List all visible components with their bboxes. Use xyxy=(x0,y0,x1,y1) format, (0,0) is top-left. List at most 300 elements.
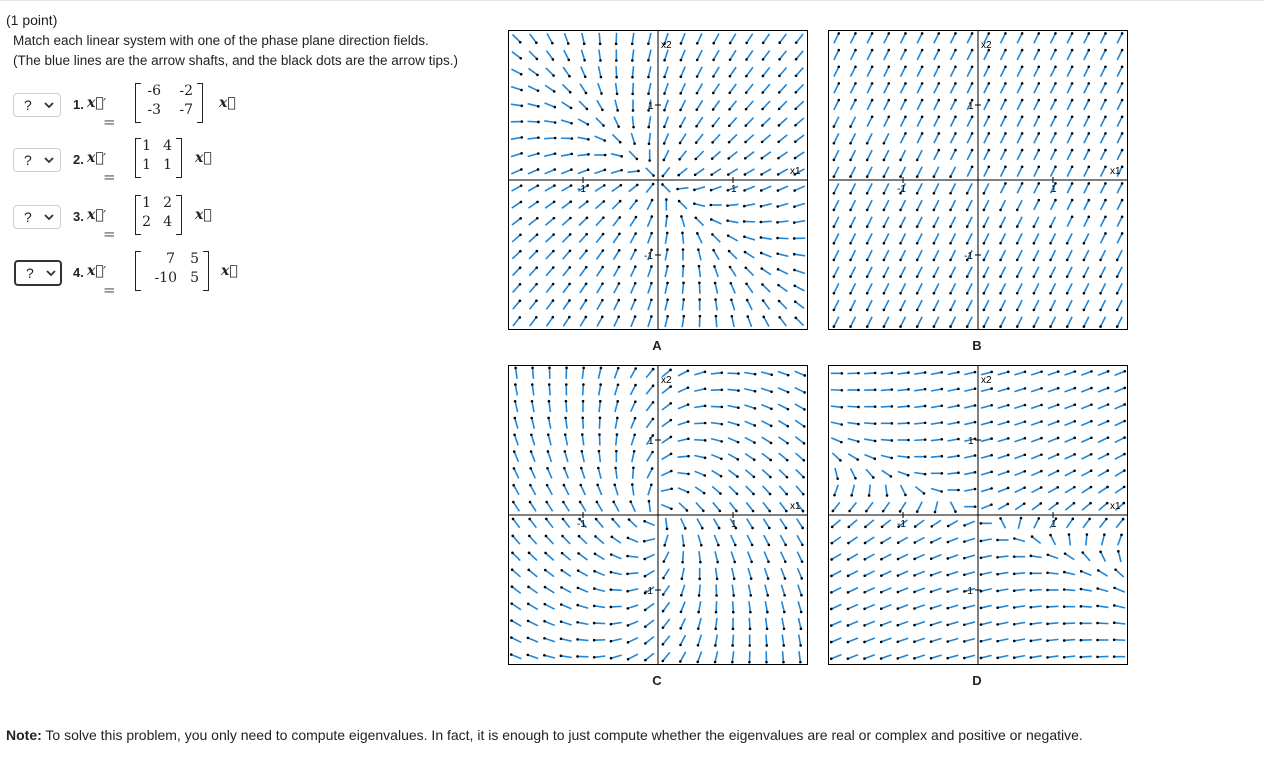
arrow-tip xyxy=(1007,404,1010,407)
arrow-tip xyxy=(520,201,523,204)
arrow-tip xyxy=(1033,259,1036,262)
arrow-tip xyxy=(752,493,755,496)
arrow-tip xyxy=(1054,132,1057,135)
arrow-tip xyxy=(847,558,850,561)
arrow-tip xyxy=(874,405,877,408)
arrow-tip xyxy=(1004,149,1007,152)
arrow-tip xyxy=(1013,640,1016,643)
arrow-tip xyxy=(880,591,883,594)
arrow-tip xyxy=(601,282,604,285)
arrow-tip xyxy=(634,315,637,318)
arrow-shaft xyxy=(694,423,705,424)
arrow-tip xyxy=(933,242,936,245)
arrow-tip xyxy=(857,406,860,409)
arrow-tip xyxy=(519,250,522,253)
arrow-tip xyxy=(849,142,852,145)
arrow-tip xyxy=(940,371,943,374)
arrow-tip xyxy=(716,577,719,580)
arrow-tip xyxy=(882,510,885,513)
arrow-tip xyxy=(904,82,907,85)
arrow-tip xyxy=(527,603,530,606)
arrow-tip xyxy=(1113,587,1116,590)
arrow-tip xyxy=(687,437,690,440)
arrow-tip xyxy=(1104,182,1107,185)
arrow-tip xyxy=(794,316,797,319)
arrow-tip xyxy=(761,283,764,286)
arrow-shaft xyxy=(783,651,784,662)
arrow-tip xyxy=(990,487,993,490)
arrow-tip xyxy=(1021,65,1024,68)
arrow-tip xyxy=(833,292,836,295)
arrow-tip xyxy=(666,215,669,218)
arrow-tip xyxy=(647,92,650,95)
arrow-tip xyxy=(670,487,673,490)
arrow-tip xyxy=(957,371,960,374)
arrow-tip xyxy=(1021,182,1024,185)
arrow-tip xyxy=(511,535,514,538)
arrow-tip xyxy=(684,527,687,530)
arrow-tip xyxy=(1104,149,1107,152)
arrow-tip xyxy=(983,325,986,328)
arrow-tip xyxy=(620,169,623,172)
arrow-tip xyxy=(1104,32,1107,35)
arrow-tip xyxy=(511,585,514,588)
arrow-tip xyxy=(512,501,515,504)
arrow-tip xyxy=(519,217,522,220)
arrow-tip xyxy=(930,657,933,660)
arrow-shaft xyxy=(1098,623,1109,624)
arrow-tip xyxy=(754,407,757,410)
arrow-tip xyxy=(897,541,900,544)
arrow-tip xyxy=(1087,49,1090,52)
arrow-tip xyxy=(728,108,731,111)
arrow-tip xyxy=(777,189,780,192)
arrow-tip xyxy=(650,232,653,235)
arrow-tip xyxy=(996,640,999,643)
arrow-tip xyxy=(767,560,770,563)
arrow-tip xyxy=(854,49,857,52)
arrow-tip xyxy=(552,299,555,302)
arrow-tip xyxy=(949,275,952,278)
arrow-tip xyxy=(616,92,619,95)
tick-label-pos-x: 1 xyxy=(1051,184,1057,195)
arrow-tip xyxy=(891,371,894,374)
arrow-tip xyxy=(744,251,747,254)
arrow-tip xyxy=(626,590,629,593)
matrix-cell: 1 xyxy=(163,157,172,173)
arrow-tip xyxy=(1080,639,1083,642)
arrow-tip xyxy=(651,451,654,454)
arrow-tip xyxy=(536,184,539,187)
arrow-tip xyxy=(871,49,874,52)
arrow-shaft xyxy=(749,618,750,629)
arrow-tip xyxy=(715,611,718,614)
arrow-tip xyxy=(1099,325,1102,328)
field-svg xyxy=(508,30,808,330)
arrow-tip xyxy=(711,157,714,160)
arrow-tip xyxy=(933,209,936,212)
arrow-tip xyxy=(554,121,557,124)
arrow-tip xyxy=(560,637,563,640)
arrow-tip xyxy=(663,560,666,563)
arrow-tip xyxy=(987,149,990,152)
arrow-tip xyxy=(904,115,907,118)
arrow-tip xyxy=(761,141,764,144)
arrow-tip xyxy=(561,535,564,538)
arrow-tip xyxy=(871,99,874,102)
arrow-tip xyxy=(933,175,936,178)
arrow-tip xyxy=(1090,486,1093,489)
arrow-tip xyxy=(616,400,619,403)
panel-label-d: D xyxy=(972,673,982,688)
arrow-tip xyxy=(647,76,650,79)
arrow-tip xyxy=(718,527,721,530)
arrow-tip xyxy=(770,407,773,410)
instruction-line-1: Match each linear system with one of the phase plane direction fields. xyxy=(13,33,429,48)
arrow-tip xyxy=(647,59,650,62)
arrow-tip xyxy=(803,391,806,394)
arrow-tip xyxy=(837,99,840,102)
arrow-tip xyxy=(963,607,966,610)
arrow-tip xyxy=(769,476,772,479)
arrow-tip xyxy=(1021,115,1024,118)
arrow-tip xyxy=(678,158,681,161)
arrow-tip xyxy=(647,42,650,45)
arrow-tip xyxy=(511,568,514,571)
arrow-tip xyxy=(954,132,957,135)
matrix-2 xyxy=(135,138,185,178)
arrow-tip xyxy=(587,138,590,141)
arrow-shaft xyxy=(881,406,892,407)
arrow-tip xyxy=(830,624,833,627)
arrow-tip xyxy=(582,383,585,386)
arrow-tip xyxy=(849,225,852,228)
arrow-tip xyxy=(704,422,707,425)
arrow-shaft xyxy=(761,221,772,222)
field-svg xyxy=(828,30,1128,330)
tick-label-neg-y: -1 xyxy=(964,586,973,597)
arrow-tip xyxy=(1049,309,1052,312)
arrow-tip xyxy=(586,184,589,187)
arrow-tip xyxy=(617,125,620,128)
arrow-tip xyxy=(1121,82,1124,85)
arrow-tip xyxy=(980,640,983,643)
arrow-tip xyxy=(990,421,993,424)
arrow-tip xyxy=(1063,656,1066,659)
arrow-tip xyxy=(737,441,740,444)
arrow-tip xyxy=(1104,49,1107,52)
arrow-tip xyxy=(703,492,706,495)
arrow-tip xyxy=(866,292,869,295)
arrow-tip xyxy=(519,233,522,236)
arrow-tip xyxy=(883,225,886,228)
arrow-tip xyxy=(996,556,999,559)
direction-field-c xyxy=(508,365,808,665)
arrow-tip xyxy=(1046,623,1049,626)
arrow-tip xyxy=(697,611,700,614)
arrow-tip xyxy=(831,526,834,529)
arrow-tip xyxy=(1033,292,1036,295)
arrow-tip xyxy=(836,477,839,480)
arrow-tip xyxy=(547,417,550,420)
arrow-tip xyxy=(1107,453,1110,456)
arrow-tip xyxy=(1117,550,1120,553)
arrow-tip xyxy=(564,417,567,420)
arrow-tip xyxy=(830,657,833,660)
arrow-tip xyxy=(1004,82,1007,85)
arrow-tip xyxy=(887,82,890,85)
arrow-shaft xyxy=(778,238,789,239)
arrow-tip xyxy=(974,404,977,407)
arrow-tip xyxy=(1096,622,1099,625)
arrow-tip xyxy=(949,225,952,228)
arrow-tip xyxy=(1037,32,1040,35)
arrow-tip xyxy=(632,467,635,470)
arrow-tip xyxy=(765,661,768,664)
arrow-tip xyxy=(881,525,884,528)
arrow-tip xyxy=(644,575,647,578)
arrow-tip xyxy=(616,109,619,112)
arrow-tip xyxy=(750,577,753,580)
arrow-tip xyxy=(585,233,588,236)
arrow-tip xyxy=(628,518,631,521)
arrow-tip xyxy=(847,526,850,529)
arrow-tip xyxy=(966,225,969,228)
arrow-tip xyxy=(744,141,747,144)
arrow-tip xyxy=(941,455,944,458)
arrow-tip xyxy=(510,602,513,605)
arrow-tip xyxy=(560,603,563,606)
arrow-tip xyxy=(618,282,621,285)
arrow-tip xyxy=(854,82,857,85)
arrow-tip xyxy=(665,198,668,201)
arrow-tip xyxy=(1116,292,1119,295)
arrow-tip xyxy=(1037,65,1040,68)
arrow-tip xyxy=(687,491,690,494)
arrow-tip xyxy=(787,391,790,394)
arrow-tip xyxy=(627,624,630,627)
arrow-tip xyxy=(1021,149,1024,152)
arrow-tip xyxy=(1030,606,1033,609)
arrow-tip xyxy=(644,625,647,628)
arrow-tip xyxy=(1071,215,1074,218)
arrow-tip xyxy=(940,421,943,424)
arrow-tip xyxy=(586,217,589,220)
arrow-tip xyxy=(615,76,618,79)
arrow-tip xyxy=(614,467,617,470)
arrow-tip xyxy=(1122,518,1125,521)
arrow-tip xyxy=(886,494,889,497)
arrow-tip xyxy=(849,292,852,295)
arrow-tip xyxy=(987,65,990,68)
tick-label-neg-x: -1 xyxy=(577,184,586,195)
chevron-down-icon xyxy=(45,267,57,279)
arrow-tip xyxy=(543,654,546,657)
arrow-tip xyxy=(696,92,699,95)
arrow-tip xyxy=(634,249,637,252)
arrow-tip xyxy=(694,173,697,176)
arrow-tip xyxy=(536,217,539,220)
arrow-tip xyxy=(1090,453,1093,456)
arrow-tip xyxy=(863,574,866,577)
y-axis-label: x2 xyxy=(981,375,992,386)
arrow-tip xyxy=(695,125,698,128)
arrow-tip xyxy=(1114,568,1117,571)
arrow-tip xyxy=(921,65,924,68)
arrow-tip xyxy=(990,471,993,474)
tick-label-pos-y: 1 xyxy=(968,101,974,112)
arrow-tip xyxy=(729,42,732,45)
arrow-tip xyxy=(731,644,734,647)
arrow-tip xyxy=(651,467,654,470)
field-svg xyxy=(828,365,1128,665)
arrow-tip xyxy=(535,283,538,286)
arrow-tip xyxy=(1123,502,1126,505)
arrow-tip xyxy=(937,99,940,102)
arrow-tip xyxy=(883,192,886,195)
arrow-tip xyxy=(1033,309,1036,312)
arrow-tip xyxy=(616,433,619,436)
arrow-tip xyxy=(786,459,789,462)
arrow-tip xyxy=(567,59,570,62)
arrow-tip xyxy=(570,107,573,110)
arrow-tip xyxy=(736,458,739,461)
arrow-tip xyxy=(610,623,613,626)
arrow-tip xyxy=(1007,387,1010,390)
arrow-tip xyxy=(712,125,715,128)
arrow-shaft xyxy=(1081,606,1092,607)
arrow-tip xyxy=(1116,309,1119,312)
arrow-tip xyxy=(1024,404,1027,407)
arrow-tip xyxy=(733,561,736,564)
arrow-tip xyxy=(576,621,579,624)
tick-label-neg-x: -1 xyxy=(897,184,906,195)
arrow-shaft xyxy=(881,440,892,441)
arrow-tip xyxy=(907,388,910,391)
arrow-tip xyxy=(1096,605,1099,608)
arrow-shaft xyxy=(1048,606,1059,607)
arrow-tip xyxy=(700,544,703,547)
arrow-tip xyxy=(954,99,957,102)
arrow-tip xyxy=(841,389,844,392)
arrow-tip xyxy=(1071,149,1074,152)
arrow-tip xyxy=(647,126,650,129)
arrow-tip xyxy=(601,266,604,269)
answer-select-3[interactable] xyxy=(13,205,61,229)
answer-select-2[interactable] xyxy=(13,148,61,172)
arrow-tip xyxy=(530,433,533,436)
arrow-tip xyxy=(1090,469,1093,472)
arrow-tip xyxy=(949,192,952,195)
arrow-tip xyxy=(652,384,655,387)
arrow-tip xyxy=(579,484,582,487)
answer-select-4[interactable] xyxy=(14,260,62,286)
arrow-tip xyxy=(627,641,630,644)
arrow-tip xyxy=(1037,132,1040,135)
arrow-tip xyxy=(1039,502,1042,505)
arrow-tip xyxy=(887,32,890,35)
arrow-tip xyxy=(593,587,596,590)
arrow-tip xyxy=(916,325,919,328)
arrow-tip xyxy=(1068,533,1071,536)
arrow-tip xyxy=(702,509,705,512)
arrow-tip xyxy=(519,41,522,44)
arrow-tip xyxy=(670,453,673,456)
arrow-tip xyxy=(983,275,986,278)
arrow-tip xyxy=(521,120,524,123)
arrow-tip xyxy=(949,209,952,212)
arrow-tip xyxy=(916,225,919,228)
arrow-tip xyxy=(963,540,966,543)
arrow-tip xyxy=(856,458,859,461)
answer-select-1[interactable] xyxy=(13,93,61,117)
arrow-tip xyxy=(1054,199,1057,202)
arrow-tip xyxy=(801,560,804,563)
arrow-tip xyxy=(1030,623,1033,626)
arrow-tip xyxy=(1020,517,1023,520)
arrow-tip xyxy=(519,300,522,303)
arrow-tip xyxy=(849,209,852,212)
arrow-tip xyxy=(866,159,869,162)
arrow-tip xyxy=(670,436,673,439)
arrow-tip xyxy=(694,158,697,161)
arrow-tip xyxy=(1063,622,1066,625)
arrow-tip xyxy=(776,237,779,240)
note-label: Note: xyxy=(6,727,42,743)
arrow-tip xyxy=(1046,589,1049,592)
arrow-tip xyxy=(880,607,883,610)
arrow-tip xyxy=(732,628,735,631)
arrow-tip xyxy=(711,233,714,236)
arrow-tip xyxy=(760,173,763,176)
arrow-tip xyxy=(1057,404,1060,407)
prime-equals: ′ = xyxy=(103,263,116,299)
arrow-tip xyxy=(800,594,803,597)
arrow-tip xyxy=(545,535,548,538)
arrow-tip xyxy=(1087,32,1090,35)
arrow-tip xyxy=(536,74,539,77)
arrow-tip xyxy=(974,421,977,424)
arrow-tip xyxy=(715,594,718,597)
arrow-tip xyxy=(648,500,651,503)
arrow-tip xyxy=(617,367,620,370)
arrow-tip xyxy=(1046,656,1049,659)
arrow-tip xyxy=(974,387,977,390)
arrow-tip xyxy=(1013,623,1016,626)
arrow-tip xyxy=(563,484,566,487)
arrow-tip xyxy=(602,124,605,127)
arrow-tip xyxy=(1083,292,1086,295)
arrow-tip xyxy=(568,75,571,78)
arrow-tip xyxy=(1099,292,1102,295)
arrow-tip xyxy=(552,250,555,253)
arrow-tip xyxy=(786,476,789,479)
matrix-cell: 1 xyxy=(142,157,151,173)
arrow-tip xyxy=(1057,387,1060,390)
arrow-tip xyxy=(996,573,999,576)
arrow-tip xyxy=(553,90,556,93)
arrow-tip xyxy=(930,574,933,577)
arrow-tip xyxy=(596,484,599,487)
arrow-shaft xyxy=(544,138,555,139)
arrow-tip xyxy=(762,299,765,302)
arrow-tip xyxy=(766,611,769,614)
arrow-tip xyxy=(933,275,936,278)
panel-label-a: A xyxy=(652,338,662,353)
arrow-tip xyxy=(698,265,701,268)
arrow-tip xyxy=(696,75,699,78)
arrow-tip xyxy=(793,284,796,287)
